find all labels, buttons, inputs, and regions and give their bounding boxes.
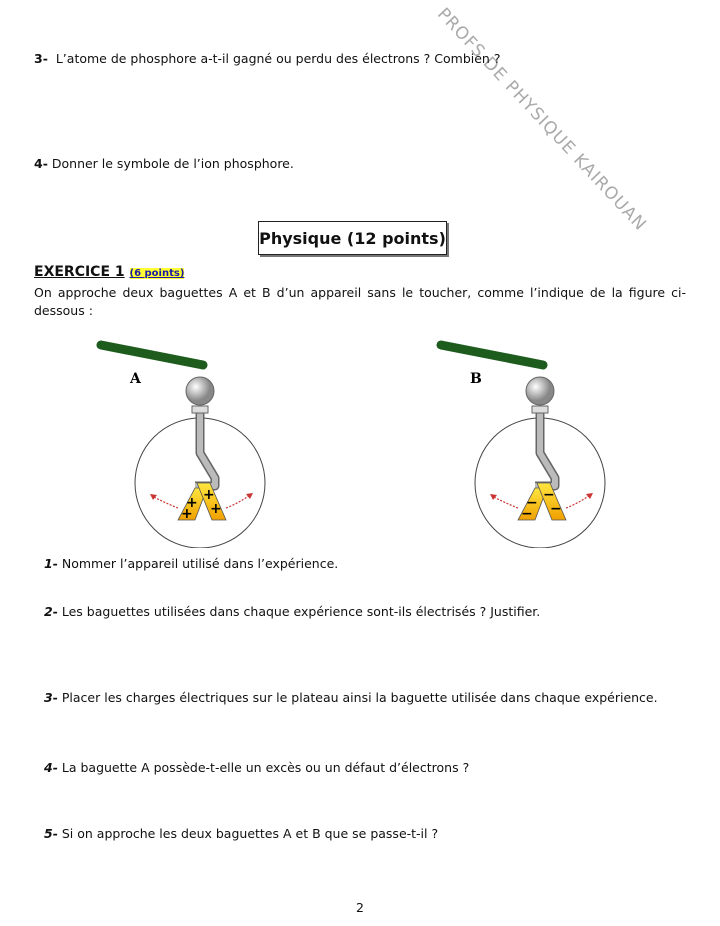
question-1 [44,556,338,571]
question-number: 4- [34,156,48,171]
question-text: Si on approche les deux baguettes A et B que se passe-t-il ? [61,826,439,841]
svg-text:+: + [210,501,222,517]
question-text: Nommer l’appareil utilisé dans l’expérience. [61,556,339,571]
rod-label: B [470,371,482,387]
chem-question-4 [34,156,294,171]
rod [101,345,203,365]
electroscope-figure-b [435,338,615,548]
question-5 [44,826,438,841]
section-title: Physique (12 points) [258,221,447,255]
question-2 [44,604,540,619]
electroscope-figure-a [95,338,275,548]
rod-label: A [130,371,141,387]
chem-question-3 [34,51,500,66]
collar [532,406,548,413]
watermark: PROFS DE PHYSIQUE KAIROUAN [433,4,651,236]
question-number: 5- [44,826,58,841]
question-number: 3- [44,690,58,705]
svg-text:−: − [526,495,538,511]
exercise-points: (6 points) [129,268,185,279]
svg-text:−: − [550,501,562,517]
question-text: La baguette A possède-t-elle un excès ou un défaut d’électrons ? [61,760,470,775]
svg-text:−: − [543,487,555,503]
knob [186,377,214,405]
question-3 [44,690,658,705]
rod [441,345,543,365]
knob [526,377,554,405]
svg-text:+: + [181,506,193,522]
page-number: 2 [356,900,364,915]
question-number: 3- [34,51,48,66]
svg-text:−: − [521,506,533,522]
exercise-title: EXERCICE 1 [34,264,125,280]
question-text: Les baguettes utilisées dans chaque expérience sont-ils électrisés ? Justifier. [61,604,541,619]
arrow-right [566,495,590,508]
question-4 [44,760,469,775]
collar [192,406,208,413]
question-number: 2- [44,604,58,619]
exercise-heading [34,264,184,280]
question-text: L’atome de phosphore a-t-il gagné ou perdu des électrons ? Combien ? [55,51,501,66]
question-number: 4- [44,760,58,775]
arrow-right [226,495,250,508]
svg-text:+: + [186,495,198,511]
exercise-intro: On approche deux baguettes A et B d’un appareil sans le toucher, comme l’indique de la figure ci-dessous : [34,285,686,318]
question-text: Placer les charges électriques sur le plateau ainsi la baguette utilisée dans chaque expérience. [61,690,658,705]
arrow-left [152,496,178,508]
question-number: 1- [44,556,58,571]
arrow-left [492,496,518,508]
question-text: Donner le symbole de l’ion phosphore. [51,156,294,171]
svg-text:+: + [203,487,215,503]
